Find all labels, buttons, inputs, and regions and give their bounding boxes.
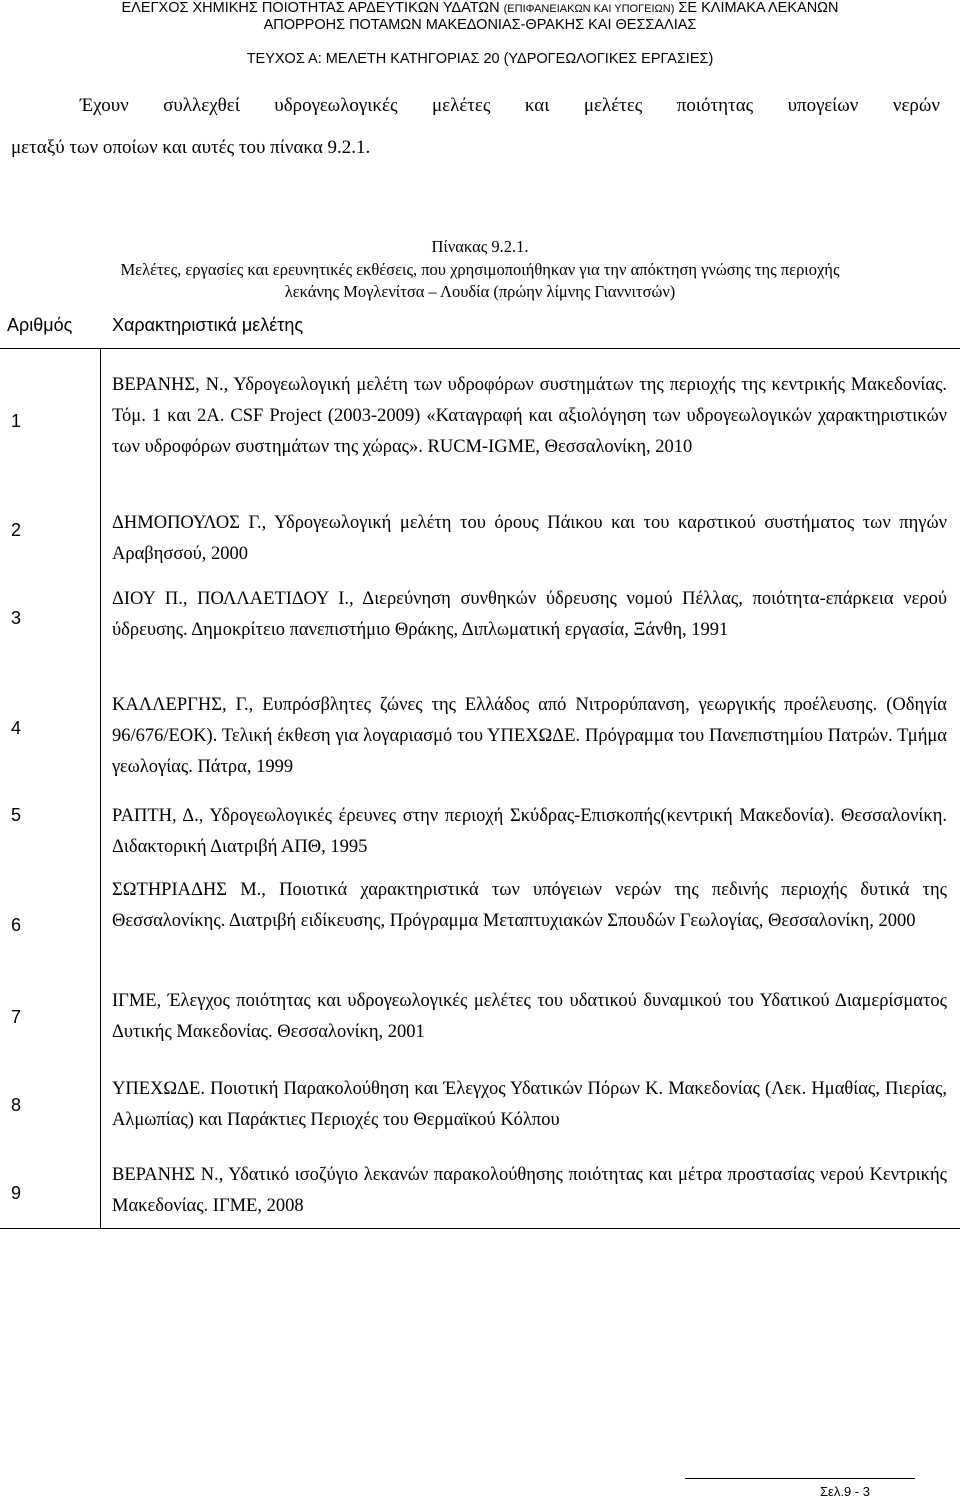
doc-header-line3: ΤΕΥΧΟΣ Α: ΜΕΛΕΤΗ ΚΑΤΗΓΟΡΙΑΣ 20 (ΥΔΡΟΓΕΩΛΟΓΙΚΕΣ ΕΡΓΑΣΙΕΣ) xyxy=(246,51,714,67)
table-column-divider xyxy=(100,348,101,1229)
table-row-text: ΒΕΡΑΝΗΣ Ν., Υδατικό ισοζύγιο λεκανών παρακολούθησης ποιότητας και μέτρα προστασίας νερού Κεντρικής Μακεδονίας. ΙΓΜΕ, 2008 xyxy=(112,1165,947,1216)
header-title-main: ΕΛΕΓΧΟΣ ΧΗΜΙΚΗΣ ΠΟΙΟΤΗΤΑΣ ΑΡΔΕΥΤΙΚΩΝ ΥΔΑΤΩΝ xyxy=(121,0,500,16)
table-row-text: ΔΗΜΟΠΟΥΛΟΣ Γ., Υδρογεωλογική μελέτη του όρους Πάικου και του καρστικού συστήματος των πηγών Αραβησσού, 2000 xyxy=(112,513,947,564)
column-header-description: Χαρακτηριστικά μελέτης xyxy=(112,315,304,335)
table-row-text: ΡΑΠΤΗ, Δ., Υδρογεωλογικές έρευνες στην περιοχή Σκύδρας-Επισκοπής(κεντρική Μακεδονία). Θεσσαλονίκη. Διδακτορική Διατριβή ΑΠΘ, 1995 xyxy=(112,806,947,857)
doc-header-line2: ΑΠΟΡΡΟΗΣ ΠΟΤΑΜΩΝ ΜΑΚΕΔΟΝΙΑΣ-ΘΡΑΚΗΣ ΚΑΙ ΘΕΣΣΑΛΙΑΣ xyxy=(263,17,697,33)
row-number: 1 xyxy=(11,411,22,431)
row-number: 8 xyxy=(11,1095,22,1115)
table-row-text: ΒΕΡΑΝΗΣ, Ν., Υδρογεωλογική μελέτη των υδροφόρων συστημάτων της περιοχής της κεντρικής Μακεδονίας. Τόμ. 1 και 2Α. CSF Project (2003-2009) «Καταγραφή και αξιολόγηση των υδρογεωλογικών χαρακτηριστικών των υδροφόρων συστημάτων της χώρας». RUCM-IGME, Θεσσαλονίκη, 2010 xyxy=(112,375,947,457)
intro-line2: μεταξύ των οποίων και αυτές του πίνακα 9.2.1. xyxy=(11,137,371,158)
table-row-text: ΥΠΕΧΩΔΕ. Ποιοτική Παρακολούθηση και Έλεγχος Υδατικών Πόρων Κ. Μακεδονίας (Λεκ. Ημαθίας, Πιερίας, Αλμωπίας) και Παράκτιες Περιοχές του Θερμαϊκού Κόλπου xyxy=(112,1079,947,1130)
table-caption-line1: Μελέτες, εργασίες και ερευνητικές εκθέσεις, που χρησιμοποιήθηκαν για την απόκτηση γνώσης της περιοχής xyxy=(120,260,840,279)
row-number: 4 xyxy=(11,718,22,738)
row-number: 3 xyxy=(11,608,22,628)
row-number: 7 xyxy=(11,1007,22,1027)
header-title-small: (ΕΠΙΦΑΝΕΙΑΚΩΝ ΚΑΙ ΥΠΟΓΕΙΩΝ) xyxy=(503,3,675,15)
table-row-text: ΔΙΟΥ Π., ΠΟΛΛΑΕΤΙΔΟΥ Ι., Διερεύνηση συνθηκών ύδρευσης νομού Πέλλας, ποιότητα-επάρκεια νερού ύδρευσης. Δημοκρίτειο πανεπιστήμιο Θράκης, Διπλωματική εργασία, Ξάνθη, 1991 xyxy=(112,589,947,640)
table-caption-title: Πίνακας 9.2.1. xyxy=(431,237,529,256)
table-row-text: ΙΓΜΕ, Έλεγχος ποιότητας και υδρογεωλογικές μελέτες του υδατικού δυναμικού του Υδατικού Διαμερίσματος Δυτικής Μακεδονίας. Θεσσαλονίκη, 2001 xyxy=(112,991,947,1042)
row-number: 5 xyxy=(11,805,22,825)
table-header-divider xyxy=(0,348,960,349)
row-number: 9 xyxy=(11,1183,22,1203)
row-number: 6 xyxy=(11,915,22,935)
table-row-text: ΣΩΤΗΡΙΑΔΗΣ Μ., Ποιοτικά χαρακτηριστικά των υπόγειων νερών της πεδινής περιοχής δυτικά της Θεσσαλονίκης. Διατριβή ειδίκευσης, Πρόγραμμα Μεταπτυχιακών Σπουδών Γεωλογίας, Θεσσαλονίκη, 2000 xyxy=(112,880,947,931)
table-row-text: ΚΑΛΛΕΡΓΗΣ, Γ., Ευπρόσβλητες ζώνες της Ελλάδος από Νιτρορύπανση, γεωργικής προέλευσης. (Οδηγία 96/676/ΕΟΚ). Τελική έκθεση για λογαριασμό του ΥΠΕΧΩΔΕ. Πρόγραμμα του Πανεπιστημίου Πατρών. Τμήμα γεωλογίας. Πάτρα, 1999 xyxy=(112,695,947,777)
intro-line1: Έχουν συλλεχθεί υδρογεωλογικές μελέτες και μελέτες ποιότητας υπογείων νερών xyxy=(80,95,940,116)
table-bottom-border xyxy=(0,1228,960,1229)
table-caption-line2: λεκάνης Μογλενίτσα – Λουδία (πρώην λίμνης Γιαννιτσών) xyxy=(284,282,676,301)
footer-rule xyxy=(685,1478,915,1479)
page-number: Σελ.9 - 3 xyxy=(820,1484,870,1499)
doc-header-line1 xyxy=(0,0,960,18)
row-number: 2 xyxy=(11,520,22,540)
column-header-number: Αριθμός xyxy=(7,315,73,335)
header-title-end: ΣΕ ΚΛΙΜΑΚΑ ΛΕΚΑΝΩΝ xyxy=(678,0,839,16)
